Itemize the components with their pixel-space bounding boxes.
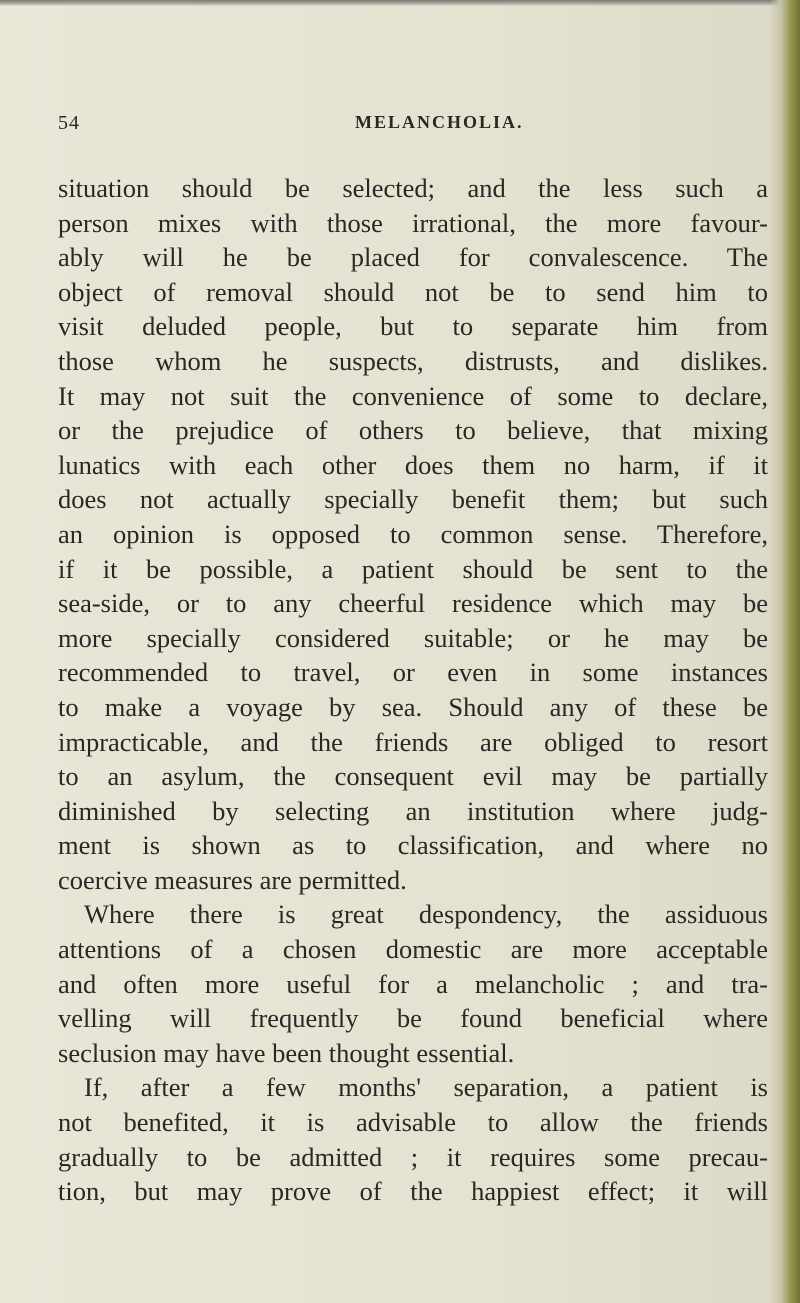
body-text bbox=[58, 171, 768, 1209]
text-line: tion, but may prove of the happiest effect; it will bbox=[58, 1176, 768, 1207]
paragraph-first-line: Where there is great despondency, the assiduous bbox=[84, 899, 768, 930]
text-line: an opinion is opposed to common sense. Therefore, bbox=[58, 518, 768, 549]
running-title: MELANCHOLIA. bbox=[355, 112, 524, 132]
text-line: not benefited, it is advisable to allow the friends bbox=[58, 1107, 768, 1138]
text-line: or the prejudice of others to believe, that mixing bbox=[58, 415, 768, 446]
text-line: It may not suit the convenience of some to declare, bbox=[58, 380, 768, 411]
paragraph-first-line: If, after a few months' separation, a patient is bbox=[84, 1072, 768, 1103]
paragraph-last-line: coercive measures are permitted. bbox=[58, 864, 407, 895]
text-line: to an asylum, the consequent evil may be partially bbox=[58, 761, 768, 792]
running-header bbox=[0, 112, 800, 142]
text-line: diminished by selecting an institution where judg- bbox=[58, 795, 768, 826]
text-line: and often more useful for a melancholic ; and tra- bbox=[58, 968, 768, 999]
text-line: more specially considered suitable; or he may be bbox=[58, 622, 768, 653]
text-line: if it be possible, a patient should be sent to the bbox=[58, 553, 768, 584]
text-line: person mixes with those irrational, the more favour- bbox=[58, 207, 768, 238]
text-line: attentions of a chosen domestic are more acceptable bbox=[58, 934, 768, 965]
text-line: those whom he suspects, distrusts, and dislikes. bbox=[58, 345, 768, 376]
text-line: situation should be selected; and the less such a bbox=[58, 173, 768, 203]
text-line: sea-side, or to any cheerful residence which may be bbox=[58, 588, 768, 619]
text-line: recommended to travel, or even in some instances bbox=[58, 657, 768, 688]
text-line: does not actually specially benefit them; but such bbox=[58, 484, 768, 515]
text-line: ably will he be placed for convalescence. The bbox=[58, 242, 768, 273]
text-line: lunatics with each other does them no harm, if it bbox=[58, 449, 768, 480]
page-number: 54 bbox=[58, 112, 80, 134]
text-line: ment is shown as to classification, and where no bbox=[58, 830, 768, 861]
page-right-edge bbox=[770, 0, 800, 1303]
text-line: velling will frequently be found beneficial where bbox=[58, 1003, 768, 1034]
text-line: impracticable, and the friends are obliged to resort bbox=[58, 726, 768, 757]
paragraph-last-line: seclusion may have been thought essential. bbox=[58, 1037, 515, 1068]
text-line: gradually to be admitted ; it requires some precau- bbox=[58, 1141, 768, 1172]
text-line: to make a voyage by sea. Should any of these be bbox=[58, 691, 768, 722]
page-top-edge bbox=[0, 0, 800, 6]
text-line: object of removal should not be to send him to bbox=[58, 276, 768, 307]
text-line: visit deluded people, but to separate him from bbox=[58, 311, 768, 342]
